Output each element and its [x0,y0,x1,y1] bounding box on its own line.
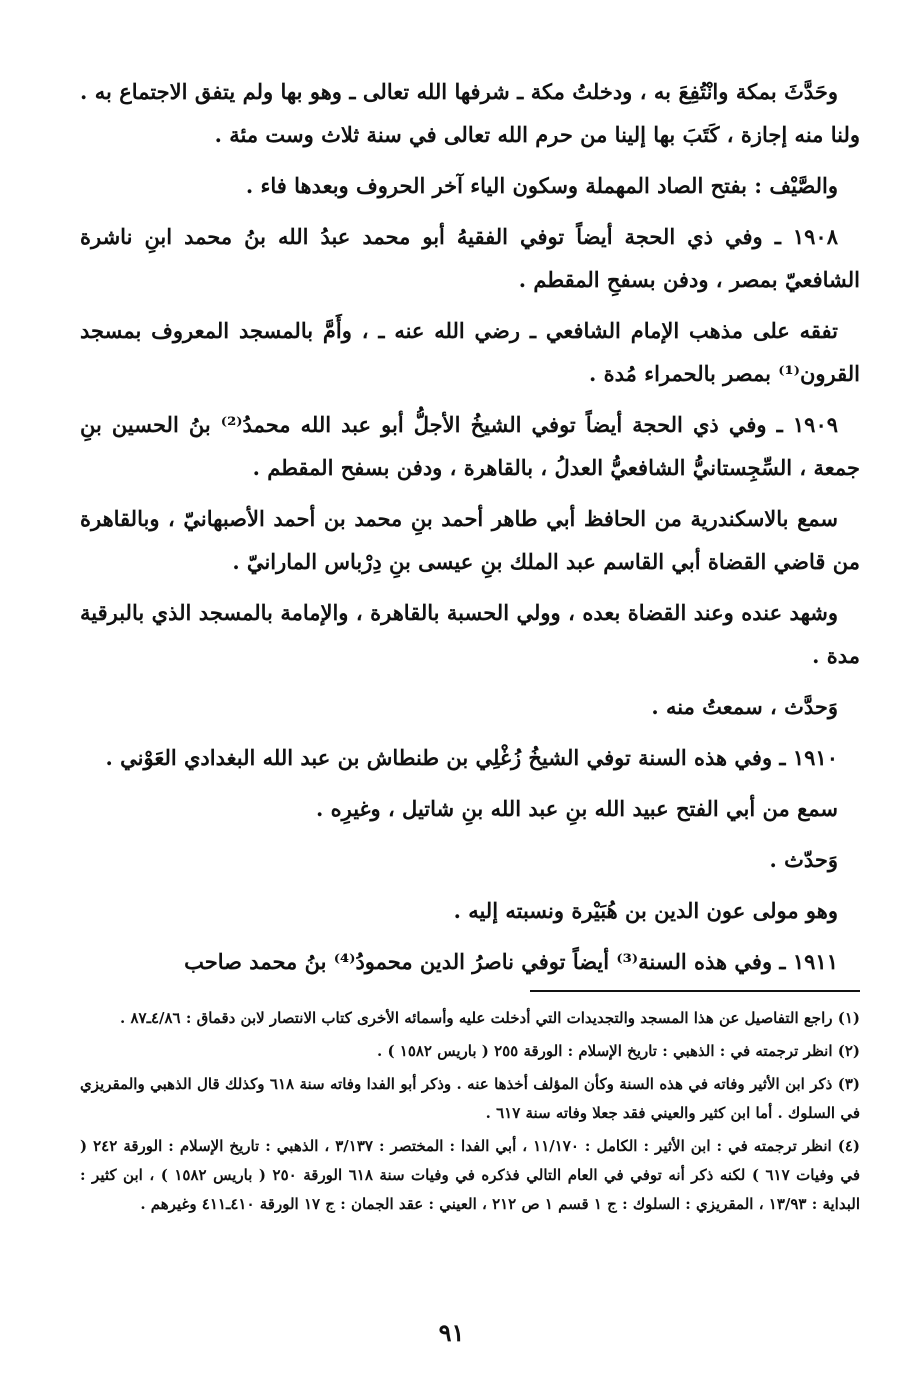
footnote-3: (٣) ذكر ابن الأثير وفاته في هذه السنة وكأن المؤلف أخذها عنه . وذكر أبو الفدا وفاته سنة ٦١٨ وكذلك قال الذهبي والمقريزي في السلوك . أما ابن كثير والعيني فقد جعلا وفاته سنة ٦١٧ . [80,1075,860,1122]
paragraph: وهو مولى عون الدين بن هُبَيْرة ونسبته إليه . [453,898,838,923]
body-text [80,70,860,983]
footnotes [80,1004,860,1223]
footnote-1: (١) راجع التفاصيل عن هذا المسجد والتجديدات التي أدخلت عليه وأسمائه الأخرى كتاب الانتصار لابن دقماق : ٤/٨٦ـ٨٧ . [119,1009,860,1027]
page-number: ٩١ [438,1318,465,1347]
paragraph: سمع بالاسكندرية من الحافظ أبي طاهر أحمد بنِ محمد بن أحمد الأصبهانيّ ، وبالقاهرة من قاضي القضاة أبي القاسم عبد الملك بنِ عيسى بنِ دِرْباس المارانيّ . [80,506,860,574]
footnote-2: (٢) انظر ترجمته في : الذهبي : تاريخ الإسلام : الورقة ٢٥٥ ( باريس ١٥٨٢ ) . [377,1042,860,1060]
paragraph: وحَدَّثَ بمكة وانْتُفِعَ به ، ودخلتُ مكة ـ شرفها الله تعالى ـ وهو بها ولم يتفق الاجتماع به . ولنا منه إجازة ، كَتَبَ بها إلينا من حرم الله تعالى في سنة ثلاث وست مئة . [80,79,860,147]
footnote-4: (٤) انظر ترجمته في : ابن الأثير : الكامل : ١١/١٧٠ ، أبي الفدا : المختصر : ٣/١٣٧ ، الذهبي : تاريخ الإسلام : الورقة ٢٤٢ ( في وفيات ٦١٧ ) لكنه ذكر أنه توفي في العام التالي فذكره في وفيات سنة ٦١٨ الورقة ٢٥٠ ( باريس ١٥٨٢ ) ، ابن كثير : البداية : ١٣/٩٣ ، المقريزي : السلوك : ج ١ قسم ١ ص ٢١٢ ، العيني : عقد الجمان : ج ١٧ الورقة ٤١٠ـ٤١١ وغيرهم . [80,1137,860,1213]
paragraph: وَحدَّث ، سمعتُ منه . [651,694,838,719]
paragraph: تفقه على مذهب الإمام الشافعي ـ رضي الله عنه ـ ، وأَمَّ بالمسجد المعروف بمسجد القرون⁽¹⁾ بمصر بالحمراء مُدة . [80,318,860,386]
paragraph: وشهد عنده وعند القضاة بعده ، وولي الحسبة بالقاهرة ، والإمامة بالمسجد الذي بالبرقية مدة . [80,600,860,668]
entry-1910: ١٩١٠ ـ وفي هذه السنة توفي الشيخُ زُغْلِي بن طنطاش بن عبد الله البغدادي العَوْني . [105,745,838,770]
entry-1909: ١٩٠٩ ـ وفي ذي الحجة أيضاً توفي الشيخُ الأجلُّ أبو عبد الله محمدُ⁽²⁾ بنُ الحسين بنِ جمعة ، السِّجِستانيُّ الشافعيُّ العدلُ ، بالقاهرة ، ودفن بسفح المقطم . [80,412,860,480]
paragraph: والصَّيْف : بفتح الصاد المهملة وسكون الياء آخر الحروف وبعدها فاء . [245,173,838,198]
page-body [80,70,860,991]
footnote-separator [530,990,860,992]
paragraph: سمع من أبي الفتح عبيد الله بنِ عبد الله بنِ شاتيل ، وغيرِه . [315,796,838,821]
paragraph: وَحدّث . [769,847,838,872]
entry-1908: ١٩٠٨ ـ وفي ذي الحجة أيضاً توفي الفقيهُ أبو محمد عبدُ الله بنُ محمد ابنِ ناشرة الشافعيّ بمصر ، ودفن بسفحِ المقطم . [80,224,860,292]
entry-1911: ١٩١١ ـ وفي هذه السنة⁽³⁾ أيضاً توفي ناصرُ الدين محمودُ⁽⁴⁾ بنُ محمد صاحب [184,949,838,974]
